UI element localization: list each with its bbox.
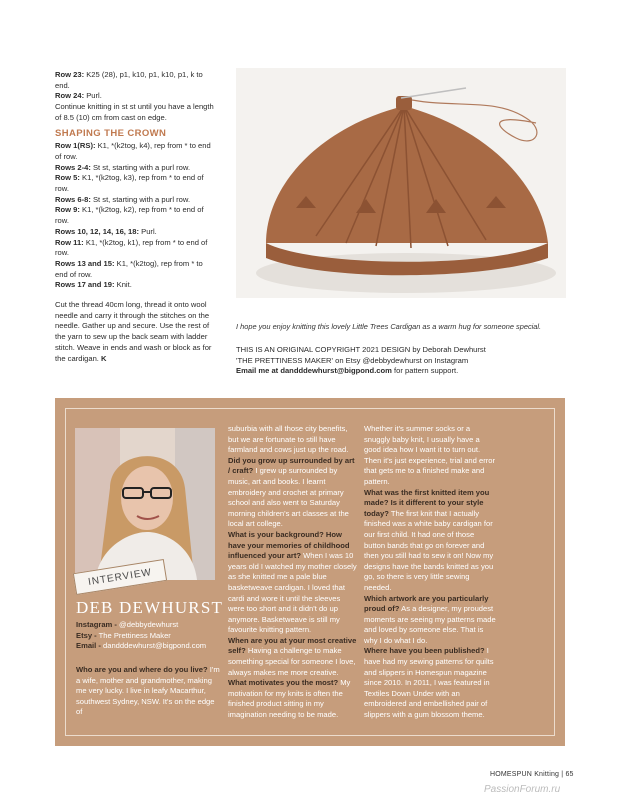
interview-column-2 [228, 424, 358, 721]
qa-paragraph [364, 424, 496, 488]
row-instruction: K25 (28), p1, k10, p1, k10, p1, k to end. [55, 70, 203, 90]
contact-value: @debbydewhurst [116, 620, 179, 629]
pattern-row [55, 163, 217, 174]
row-label: Row 5: [55, 173, 80, 183]
interview-column-3 [364, 424, 496, 721]
interview-answer: The first knit that I actually finished was a white baby cardigan for our first child. It had one of those button bands that go on forever and then you still had to sew it on! Now my designs have the bands knitted as you go, so there is very little sewing needed. [364, 508, 494, 592]
photo-caption: I hope you enjoy knitting this lovely Little Trees Cardigan as a warm hug for someone special. [236, 322, 542, 331]
pattern-row [55, 102, 217, 123]
copyright-line-1: THIS IS AN ORIGINAL COPYRIGHT 2021 DESIGN by Deborah Dewhurst [236, 345, 486, 354]
row-label: Row 11: [55, 237, 84, 247]
contact-label: Instagram - [76, 620, 117, 629]
interview-question: Did you grow up surrounded by art / craft? [228, 455, 355, 476]
row-label: Row 9: [55, 205, 80, 215]
row-instruction: St st, starting with a purl row. [90, 162, 191, 172]
qa-paragraph [228, 456, 358, 530]
row-label: Row 1(RS): [55, 141, 96, 151]
copyright-notice [236, 345, 576, 377]
contact-label: Email - [76, 641, 101, 651]
contact-line [76, 641, 226, 652]
closing-paragraph: Cut the thread 40cm long, thread it onto wool needle and carry it through the stitches on the needle. Gather up and secure. Use the rest of the yarn to sew up the back seam with ladder stitch. Weave in ends and wash or block as for the cardigan. K [55, 300, 212, 363]
crown-lines [55, 141, 217, 291]
portrait-illustration [75, 428, 215, 580]
qa-paragraph [364, 594, 496, 647]
pattern-row [55, 205, 217, 226]
contact-value: dandddewhurst@bigpond.com [100, 641, 207, 651]
pattern-row [55, 141, 217, 162]
interview-question: When are you at your most creative self? [228, 635, 357, 656]
pattern-row [55, 195, 217, 206]
interview-question: Where have you been published? [364, 646, 485, 656]
crown-heading: SHAPING THE CROWN [55, 127, 167, 139]
pattern-row [55, 70, 217, 91]
row-instruction: Continue knitting in st st until you have a length of 8.5 (10) cm from cast on edge. [55, 102, 214, 122]
interview-question: What is your background? How have your memories of childhood influenced your art? [228, 529, 350, 561]
interview-answer: I'm a wife, mother and grandmother, making me very lucky. I live in leafy Macarthur, southwest Sydney, NSW. It's on the edge of [76, 665, 220, 717]
contact-details [76, 620, 226, 652]
row-label: Row 24: [55, 91, 85, 101]
qa-paragraph [228, 636, 358, 678]
interview-answer: My motivation for my knits is often the finished product sitting in my imagination needing to be made. [228, 678, 351, 720]
end-mark: K [101, 353, 107, 363]
qa-paragraph [76, 665, 221, 718]
row-instruction: Purl. [139, 226, 157, 236]
qa-paragraph [228, 424, 358, 456]
pattern-row [55, 259, 217, 280]
interview-answer: Having a challenge to make something special for someone I love, always makes me more creative. [228, 646, 356, 677]
knitted-hat-photo [236, 68, 566, 298]
interview-question: What was the first knitted item you made? Is it different to your style today? [364, 487, 490, 518]
row-label: Rows 6-8: [55, 194, 91, 204]
pattern-row [55, 280, 217, 291]
interview-question: Which artwork are you particularly proud of? [364, 593, 489, 614]
qa-paragraph [228, 678, 358, 720]
contact-line [76, 631, 226, 642]
row-label: Rows 2-4: [55, 162, 91, 172]
interview-answer: Whether it's summer socks or a snuggly baby knit, I usually have a good idea how I want it to turn out. Then it's just experience, trial and error that gets me to a finished make and pattern. [364, 424, 496, 486]
pattern-row [55, 238, 217, 259]
interview-answer: I grew up surrounded by music, art and books. I learnt embroidery and crochet at primary school and also went to Saturday morning children's art classes at the local art college. [228, 466, 349, 529]
page-footer: HOMESPUN Knitting | 65 [490, 771, 574, 778]
interview-question: What motivates you the most? [228, 678, 339, 688]
pattern-instructions [55, 70, 217, 364]
hat-illustration [236, 68, 566, 298]
copyright-line-3: Email me at dandddewhurst@bigpond.com for pattern support. [236, 366, 459, 376]
row-label: Rows 10, 12, 14, 16, 18: [55, 226, 140, 236]
pattern-row [55, 91, 217, 102]
watermark: PassionForum.ru [484, 784, 561, 795]
qa-paragraph [228, 530, 358, 636]
author-portrait [75, 428, 215, 580]
copyright-line-2: 'THE PRETTINESS MAKER' on Etsy @debbydewhurst on Instagram [236, 355, 469, 365]
row-label: Row 23: [55, 70, 85, 79]
qa-paragraph [364, 488, 496, 594]
row-instruction: K1, *(k2tog, k4), rep from * to end of row. [55, 141, 211, 161]
interview-column-1 [76, 665, 221, 718]
row-instruction: Knit. [114, 280, 132, 290]
interview-question: Who are you and where do you live? [76, 665, 208, 674]
row-instruction: St st, starting with a purl row. [90, 194, 191, 204]
interview-answer: When I was 10 years old I watched my mother closely as she knitted me a pale blue basketweave cardigan. I loved that cardi and wore it until the sleeves were too short and it didn't do up anymore. Basketweave is still my favourite knitting pattern. [228, 551, 357, 635]
pattern-row [55, 227, 217, 238]
contact-line [76, 620, 226, 631]
row-label: Rows 17 and 19: [55, 280, 115, 290]
pattern-row [55, 173, 217, 194]
row-instruction: K1, *(k2tog), rep from * to end of row. [55, 258, 203, 279]
contact-label: Etsy - [76, 630, 97, 640]
pattern-lines [55, 70, 217, 124]
interview-answer: I have had my sewing patterns for quilts and slippers in Homespun magazine since 2010. In 2011, I was featured in Textiles Down Under with an embroidered and embellished pair of slippers with a gum blossom theme. [364, 646, 494, 720]
interviewee-name: DEB DEWHURST [76, 598, 224, 617]
row-instruction: K1, *(k2tog, k3), rep from * to end of row. [55, 173, 204, 194]
interview-answer: As a designer, my proudest moments are seeing my patterns made and loved by someone else. That is why I do what I do. [364, 604, 496, 645]
row-label: Rows 13 and 15: [55, 258, 115, 268]
qa-paragraph [364, 646, 496, 720]
row-instruction: Purl. [84, 91, 102, 101]
row-instruction: K1, *(k2tog, k1), rep from * to end of row. [55, 237, 208, 258]
interview-answer: suburbia with all those city benefits, but we are fortunate to still have farmland and cows just up the road. [228, 424, 349, 455]
contact-value: The Prettiness Maker [96, 630, 171, 640]
row-instruction: K1, *(k2tog, k2), rep from * to end of row. [55, 205, 204, 226]
interview-tag: INTERVIEW [73, 559, 167, 595]
